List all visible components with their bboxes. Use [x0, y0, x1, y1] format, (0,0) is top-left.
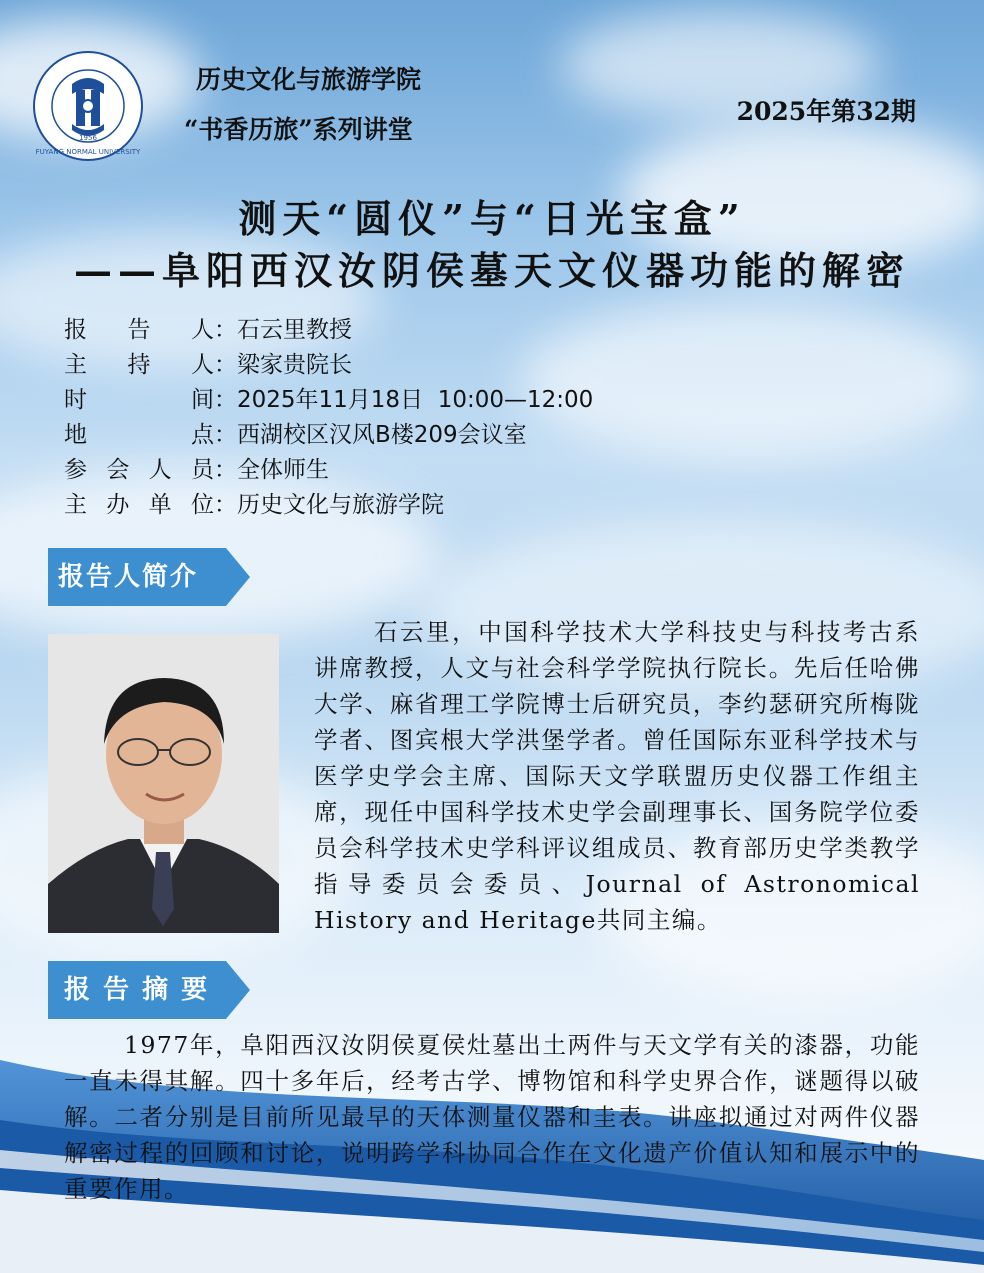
- info-row-attendees: [64, 453, 593, 488]
- section-tag-abstract: [48, 961, 250, 1019]
- speaker-photo: [48, 634, 279, 933]
- section-title: 报告人简介: [58, 562, 199, 592]
- issue-number: 2025年第32期: [736, 97, 916, 126]
- info-label: 主办单位: [64, 492, 214, 518]
- lecture-subtitle: ——阜阳西汉汝阴侯墓天文仪器功能的解密: [73, 248, 910, 293]
- info-row-organizer: [64, 488, 593, 523]
- university-seal-icon: [32, 50, 144, 162]
- info-colon: ：: [214, 457, 237, 483]
- info-colon: ：: [214, 352, 237, 378]
- event-info-list: [64, 313, 593, 523]
- info-value: 石云里教授: [237, 317, 352, 343]
- info-label: 地点: [64, 422, 214, 448]
- info-value: 梁家贵院长: [237, 352, 352, 378]
- info-label: 时间: [64, 387, 214, 413]
- info-value: 2025年11月18日 10:00—12:00: [237, 387, 594, 413]
- speaker-bio-text: 石云里，中国科学技术大学科技史与科技考古系讲席教授，人文与社会科学学院执行院长。先后任哈佛大学、麻省理工学院博士后研究员，李约瑟研究所梅陇学者、图宾根大学洪堡学者。曾任国际东亚科学技术与医学史学会主席、国际天文学联盟历史仪器工作组主席，现任中国科学技术史学会副理事长、国务院学位委员会科学技术史学科评议组成员、教育部历史学类教学指导委员会委员、Journal of Astronomical History and Heritage共同主编。: [314, 618, 920, 934]
- info-value: 全体师生: [237, 457, 329, 483]
- info-colon: ：: [214, 317, 237, 343]
- info-colon: ：: [214, 422, 237, 448]
- info-label: 参会人员: [64, 457, 214, 483]
- section-title: 报 告 摘 要: [64, 975, 210, 1005]
- speaker-bio: [314, 614, 920, 938]
- info-value: 历史文化与旅游学院: [237, 492, 444, 518]
- info-label: 报告人: [64, 317, 214, 343]
- abstract-text: 1977年，阜阳西汉汝阴侯夏侯灶墓出土两件与天文学有关的漆器，功能一直未得其解。四十多年后，经考古学、博物馆和科学史界合作，谜题得以破解。二者分别是目前所见最早的天体测量仪器和圭表。讲座拟通过对两件仪器解密过程的回顾和讨论，说明跨学科协同合作在文化遗产价值认知和展示中的重要作用。: [64, 1031, 920, 1203]
- svg-text:1956: 1956: [79, 134, 97, 142]
- info-row-time: [64, 383, 593, 418]
- info-value: 西湖校区汉风B楼209会议室: [237, 422, 527, 448]
- department-name: 历史文化与旅游学院: [196, 65, 422, 94]
- info-row-host: [64, 348, 593, 383]
- info-colon: ：: [214, 387, 237, 413]
- info-colon: ：: [214, 492, 237, 518]
- section-tag-speaker-intro: [48, 548, 250, 606]
- info-row-location: [64, 418, 593, 453]
- abstract: [64, 1027, 920, 1207]
- svg-text:FUYANG NORMAL UNIVERSITY: FUYANG NORMAL UNIVERSITY: [35, 148, 141, 156]
- info-label: 主持人: [64, 352, 214, 378]
- info-row-speaker: [64, 313, 593, 348]
- lecture-series-name: “书香历旅”系列讲堂: [184, 115, 413, 144]
- lecture-title: 测天“圆仪”与“日光宝盒”: [238, 196, 746, 241]
